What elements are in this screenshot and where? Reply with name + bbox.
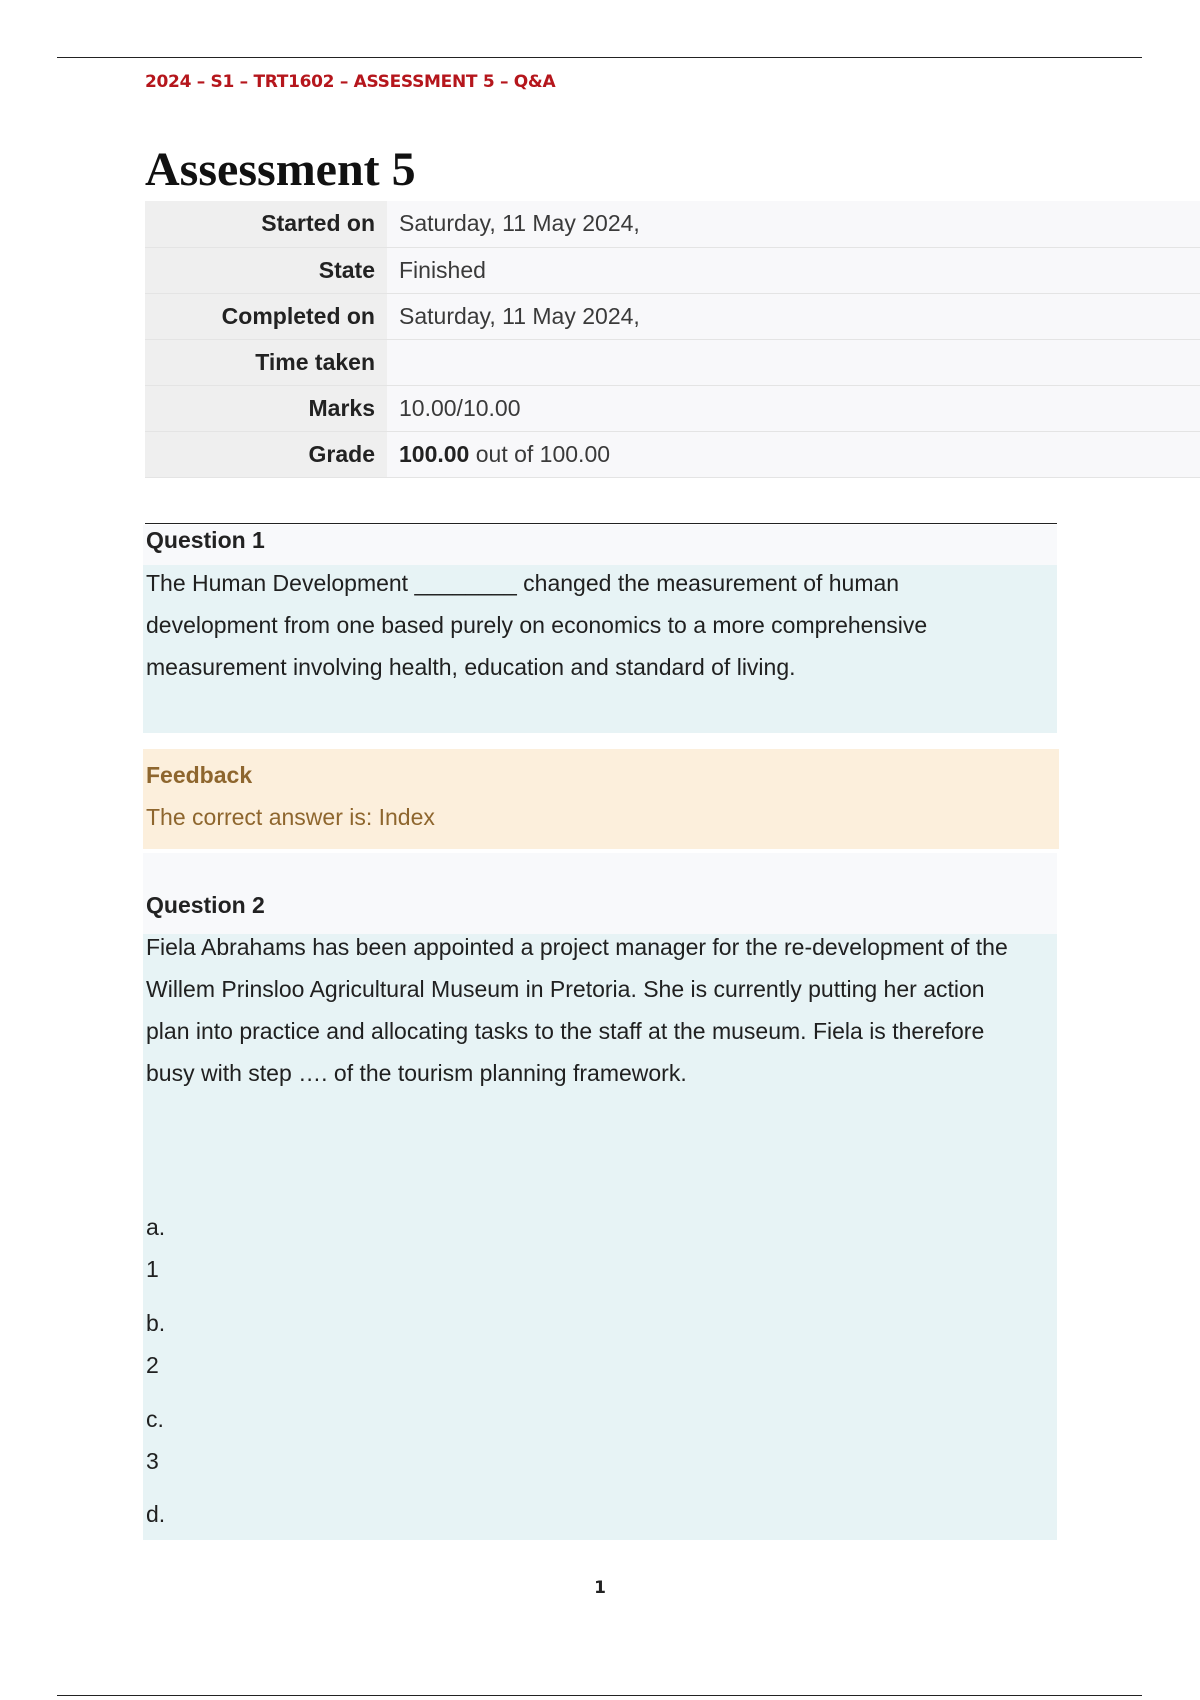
option-a-text[interactable]: 1: [146, 1256, 159, 1282]
question-line: Fiela Abrahams has been appointed a project manager for the re-development of the: [146, 934, 1008, 960]
question-line: busy with step …. of the tourism planning framework.: [146, 1060, 687, 1086]
option-c-text[interactable]: 3: [146, 1448, 159, 1474]
summary-label: State: [145, 247, 387, 293]
option-d-letter: d.: [146, 1501, 166, 1527]
question-line: plan into practice and allocating tasks to the staff at the museum. Fiela is therefore: [146, 1018, 985, 1044]
question-line: Willem Prinsloo Agricultural Museum in Pretoria. She is currently putting her action: [146, 976, 985, 1002]
grade-out-of: out of 100.00: [469, 440, 611, 467]
summary-row-time-taken: [145, 339, 1200, 385]
summary-value: Saturday, 11 May 2024,: [387, 201, 1200, 247]
summary-row-completed-on: [145, 293, 1200, 339]
question-1-text: [143, 565, 1057, 733]
question-line: development from one based purely on economics to a more comprehensive: [146, 612, 928, 638]
question-line: measurement involving health, education and standard of living.: [146, 654, 796, 680]
page-number: 1: [594, 1578, 606, 1598]
summary-row-state: [145, 247, 1200, 293]
option-b-text[interactable]: 2: [146, 1352, 159, 1378]
question-1-heading: Question 1: [143, 525, 1057, 565]
summary-value: Saturday, 11 May 2024,: [387, 293, 1200, 339]
summary-label: Marks: [145, 385, 387, 431]
option-b-letter: b.: [146, 1310, 166, 1336]
summary-label: Grade: [145, 431, 387, 477]
option-c-letter: c.: [146, 1406, 164, 1432]
summary-row-started-on: [145, 201, 1200, 247]
top-rule: [57, 57, 1142, 58]
grade-score: 100.00: [399, 440, 470, 467]
summary-value: 10.00/10.00: [387, 385, 1200, 431]
question-divider: [145, 523, 1057, 524]
feedback-box: [143, 749, 1059, 849]
attempt-summary-table: [145, 201, 1200, 478]
document-header: 2024 – S1 – TRT1602 – ASSESSMENT 5 – Q&A: [145, 72, 556, 92]
summary-row-marks: [145, 385, 1200, 431]
page-title: Assessment 5: [145, 143, 416, 196]
summary-row-grade: [145, 431, 1200, 477]
question-2-text: [143, 934, 1057, 1540]
summary-value: [387, 431, 1200, 477]
summary-label: Started on: [145, 201, 387, 247]
feedback-title: Feedback: [146, 762, 253, 788]
question-line: The Human Development ________ changed the measurement of human: [146, 570, 900, 596]
feedback-answer: The correct answer is: Index: [146, 804, 435, 830]
option-a-letter: a.: [146, 1214, 166, 1240]
summary-label: Time taken: [145, 339, 387, 385]
summary-label: Completed on: [145, 293, 387, 339]
question-2-heading: Question 2: [143, 853, 1057, 934]
summary-value: Finished: [387, 247, 1200, 293]
summary-value: [387, 339, 1200, 385]
bottom-rule: [57, 1695, 1142, 1696]
